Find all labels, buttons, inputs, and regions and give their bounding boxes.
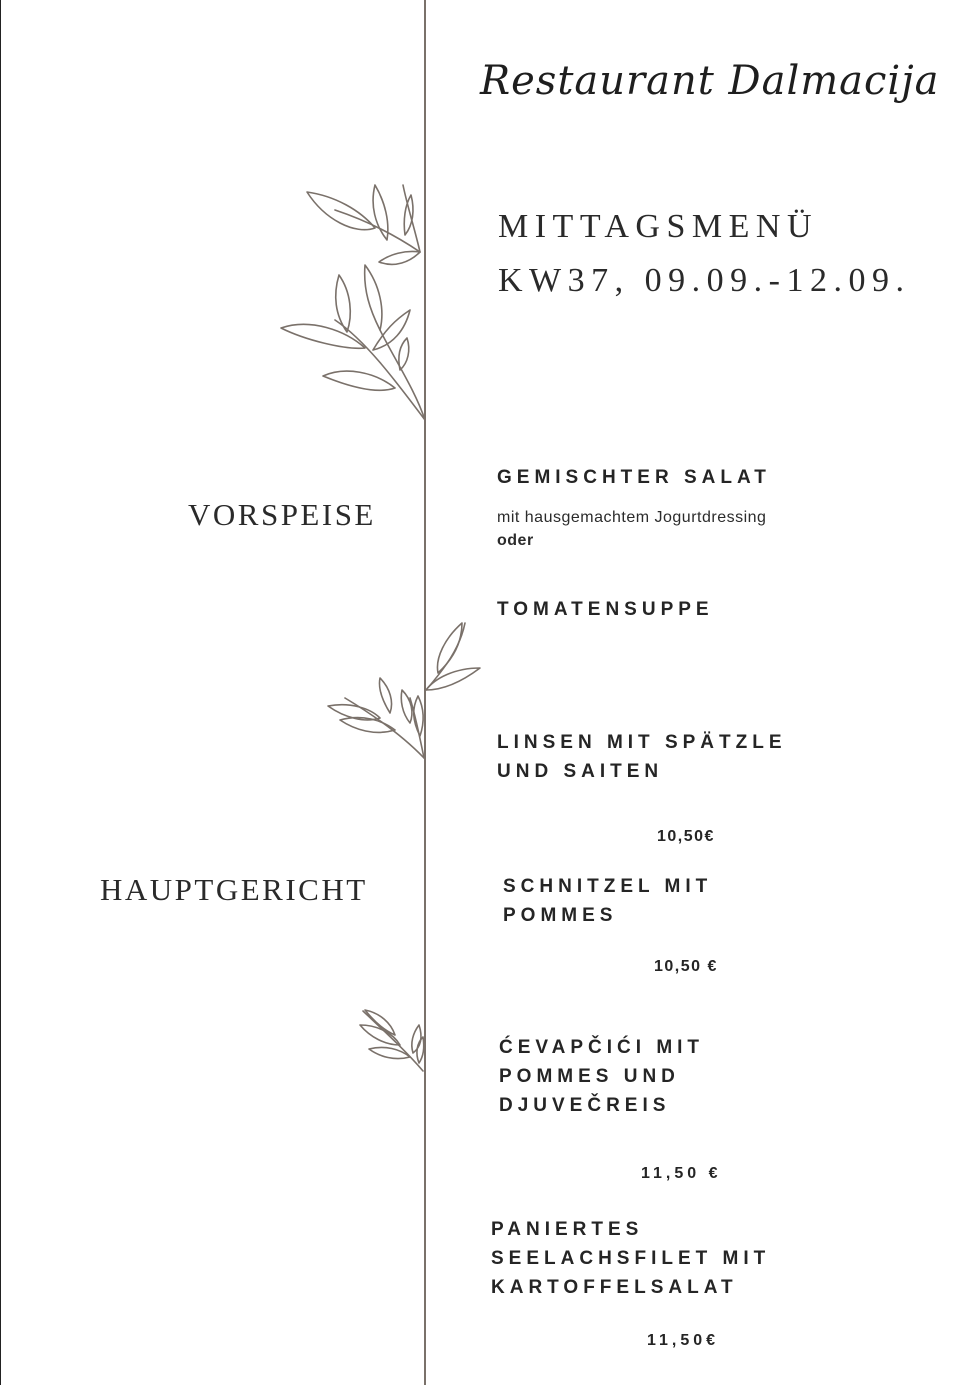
menu-title-line: MITTAGSMENÜ — [498, 208, 818, 245]
dish-name: GEMISCHTER SALAT — [497, 467, 771, 488]
dish-name-line: POMMES UND — [499, 1066, 680, 1087]
restaurant-name: Restaurant Dalmacija — [480, 58, 940, 104]
dish-name — [497, 728, 787, 786]
dish-description-text: mit hausgemachtem Jogurtdressing — [497, 509, 767, 526]
dish-name-line: SCHNITZEL MIT — [503, 876, 713, 897]
dish-price: 11,50 € — [641, 1165, 722, 1182]
dish-name-line: SEELACHSFILET MIT — [491, 1248, 771, 1269]
dish-name — [491, 1215, 770, 1302]
dish-name — [499, 1033, 704, 1120]
section-label-main: HAUPTGERICHT — [100, 872, 368, 907]
leaf-branch-icon — [275, 180, 427, 425]
dish-name-line: LINSEN MIT SPÄTZLE — [497, 732, 787, 753]
page-border — [0, 0, 1, 1385]
dish-price: 11,50€ — [647, 1332, 720, 1349]
leaf-branch-icon — [320, 618, 485, 760]
section-label-starter: VORSPEISE — [188, 497, 376, 532]
menu-title — [498, 200, 910, 308]
dish-name: TOMATENSUPPE — [497, 599, 714, 620]
dish-price: 10,50 € — [654, 958, 718, 975]
dish-price: 10,50€ — [657, 828, 715, 845]
dish-name — [503, 872, 712, 930]
menu-date-range: KW37, 09.09.-12.09. — [498, 262, 911, 299]
dish-description — [497, 506, 766, 552]
dish-name-line: UND SAITEN — [497, 761, 664, 782]
dish-name-line: ĆEVAPČIĆI MIT — [499, 1037, 705, 1058]
or-label: oder — [497, 532, 534, 549]
dish-name-line: DJUVEČREIS — [499, 1095, 671, 1116]
dish-name-line: PANIERTES — [491, 1219, 644, 1240]
dish-name-line: KARTOFFELSALAT — [491, 1277, 738, 1298]
dish-name-line: POMMES — [503, 905, 618, 926]
leaf-branch-icon — [355, 1005, 427, 1073]
